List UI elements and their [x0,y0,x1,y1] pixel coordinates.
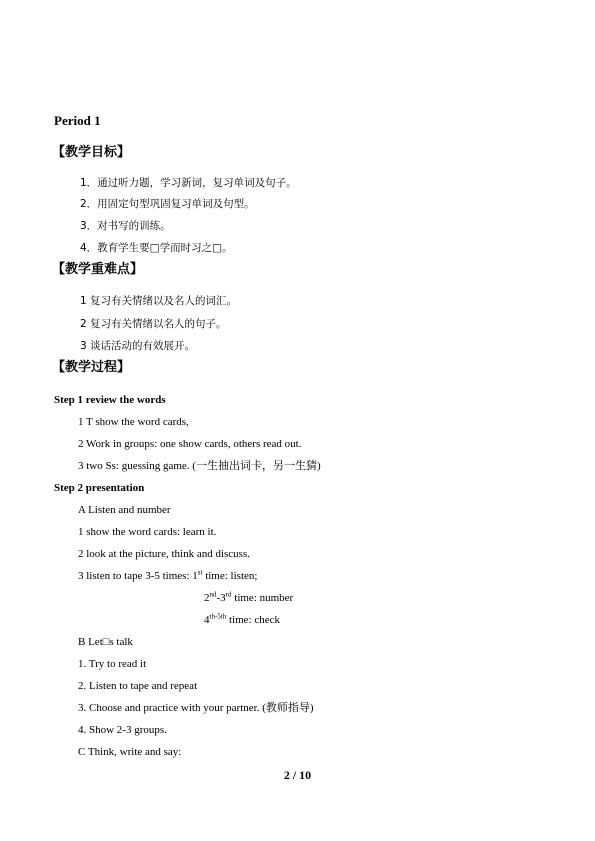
part-b-item-1: 1. Try to read it [78,658,147,670]
step1-item-2: 2 Work in groups: one show cards, others read out. [78,438,302,450]
tape3-s1: th-5th [209,612,227,621]
objective-item-1: 1．通过听力题，学习新词，复习单词及句子。 [80,177,297,189]
part-a-tape-line-2 [204,591,293,605]
part-a-item-2: 2 look at the picture, think and discuss. [78,548,250,560]
part-a-tape-line-3 [204,613,280,627]
part-c-label: C Think, write and say: [78,746,182,758]
step1-item-1: 1 T show the word cards, [78,416,189,428]
part-a-item-1: 1 show the word cards: learn it. [78,526,217,538]
tape-line-prefix: 3 listen to tape 3-5 times: 1 [78,570,198,582]
tape2-p2: -3 [216,592,226,604]
part-a-tape-line [78,569,257,583]
tape3-p2: time: check [226,614,280,626]
key-point-item-2: 2 复习有关情绪以名人的句子。 [80,318,227,330]
tape2-p1: 2 [204,592,210,604]
part-b-item-2: 2. Listen to tape and repeat [78,680,198,692]
objectives-heading: 【教学目标】 [52,145,131,160]
key-point-item-3: 3 谈话活动的有效展开。 [80,340,196,352]
tape-line-sup: st [197,568,203,577]
period-title: Period 1 [54,113,101,128]
tape2-p3: time: number [231,592,294,604]
part-a-label: A Listen and number [78,504,171,516]
key-points-heading: 【教学重难点】 [52,262,144,277]
part-b-label: B Let□s talk [78,636,133,648]
objective-item-4: 4．教育学生要□学而时习之□。 [80,242,233,254]
step2-title: Step 2 presentation [54,482,145,494]
tape2-s2: rd [225,590,232,599]
part-b-item-4: 4. Show 2-3 groups. [78,724,167,736]
step1-title: Step 1 review the words [54,394,166,406]
process-heading: 【教学过程】 [52,360,131,375]
tape-line-suffix: time: listen; [202,570,258,582]
page-number: 2 / 10 [283,768,312,782]
step1-item-3: 3 two Ss: guessing game. (一生抽出词卡，另一生猜) [78,460,321,472]
objective-item-3: 3．对书写的训练。 [80,220,171,232]
tape3-p1: 4 [204,614,210,626]
tape2-s1: nd [209,590,217,599]
objective-item-2: 2．用固定句型巩固复习单词及句型。 [80,198,255,210]
part-b-item-3: 3. Choose and practice with your partner. (教师指导) [78,702,314,714]
key-point-item-1: 1 复习有关情绪以及名人的词汇。 [80,295,238,307]
